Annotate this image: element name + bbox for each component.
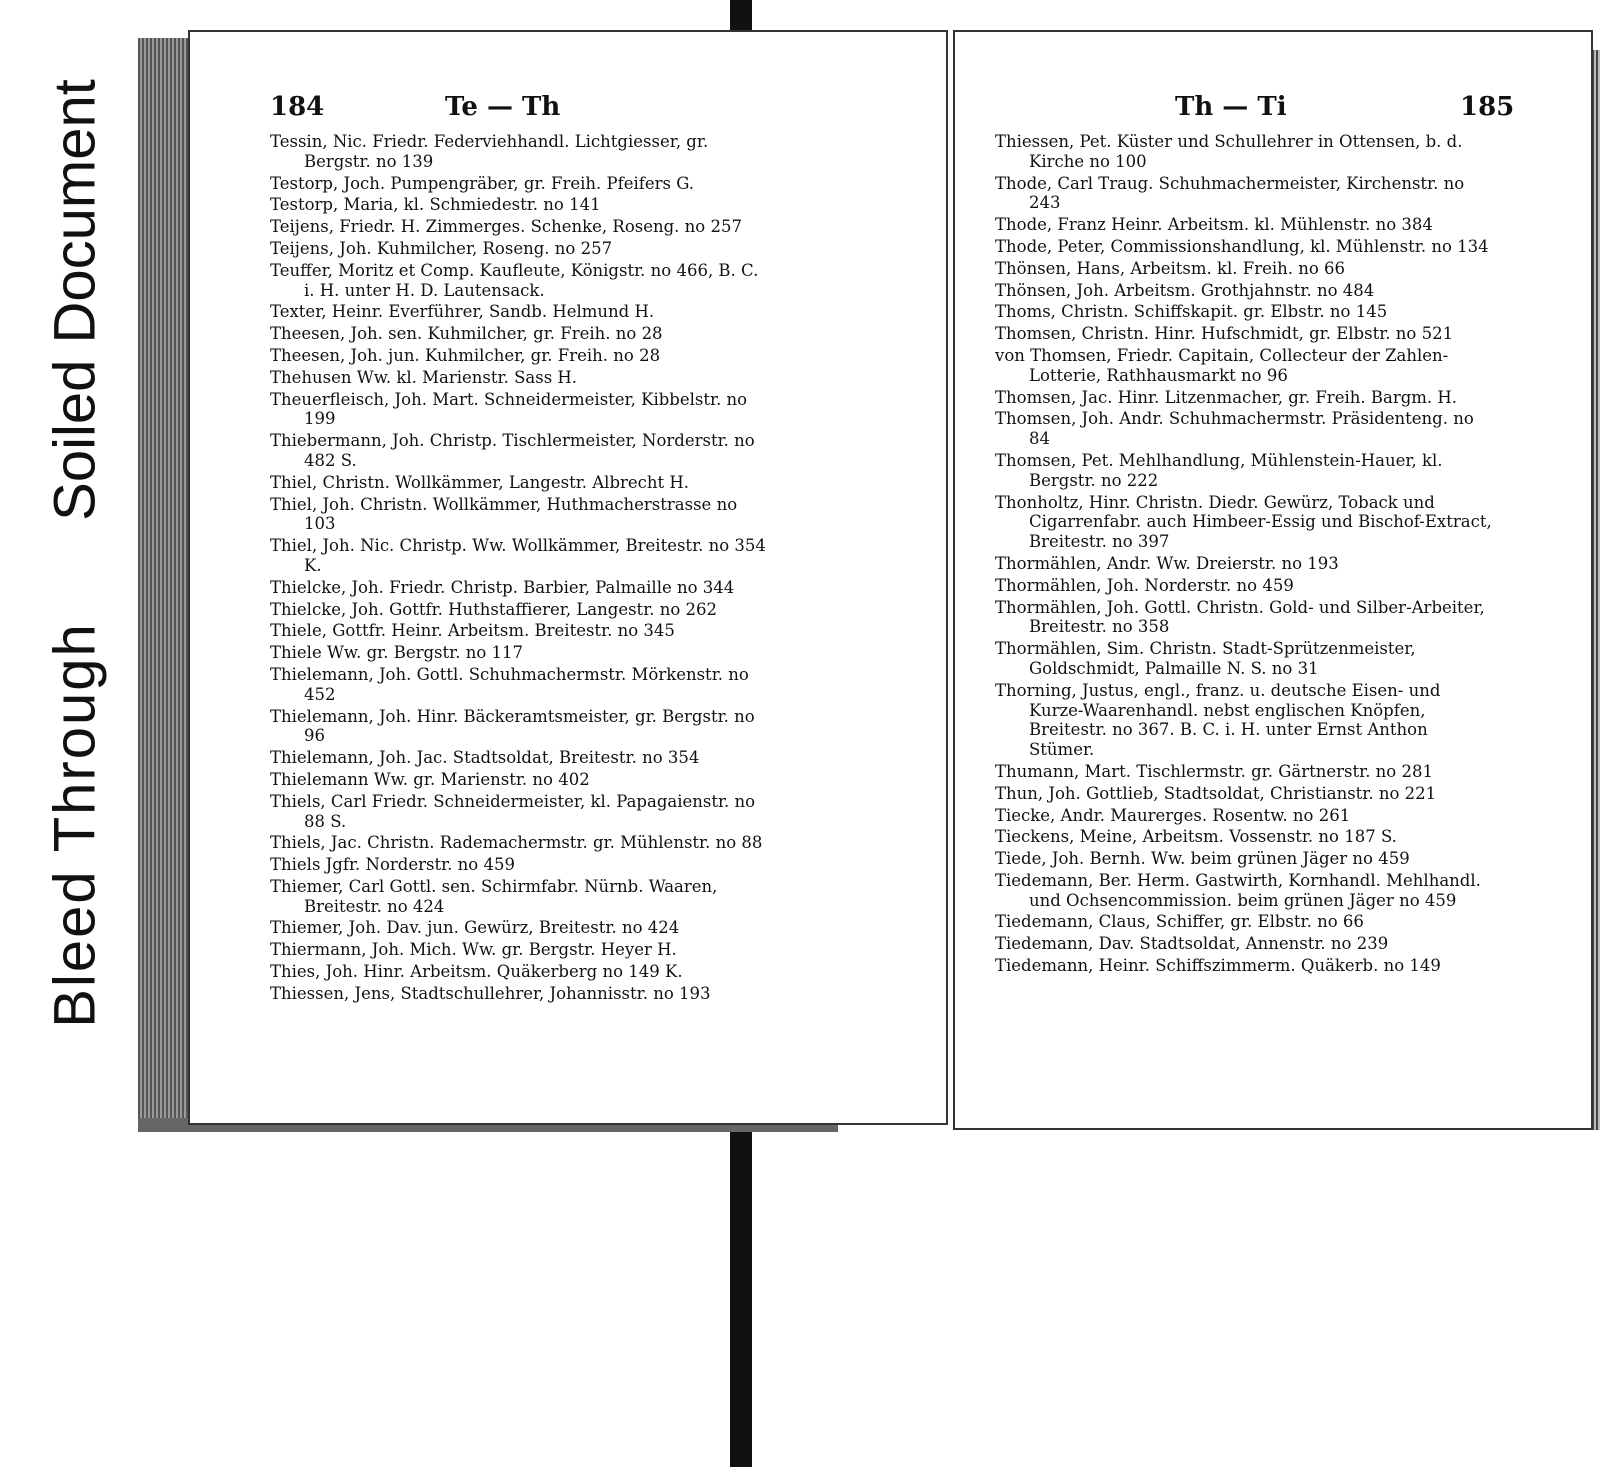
directory-entry: Thielcke, Joh. Friedr. Christp. Barbier, Palmaille no 344 xyxy=(270,577,735,597)
directory-entry: Thomsen, Pet. Mehlhandlung, Mühlenstein-Hauer, kl. Bergstr. no 222 xyxy=(995,450,1443,490)
directory-entry: Thiele Ww. gr. Bergstr. no 117 xyxy=(270,643,524,663)
directory-entry: Theuerfleisch, Joh. Mart. Schneidermeister, Kibbelstr. no 199 xyxy=(270,389,748,429)
soiled-document-label xyxy=(0,40,150,560)
directory-entry: Thorning, Justus, engl., franz. u. deutsche Eisen- und Kurze-Waarenhandl. nebst englischen Knöpfen, Breitestr. no 367. B. C. i. H. unter Ernst Anthon Stümer. xyxy=(995,680,1441,760)
directory-entry: Thode, Carl Traug. Schuhmachermeister, Kirchenstr. no 243 xyxy=(995,173,1465,213)
right-entry-list xyxy=(995,132,1495,978)
left-entry-list xyxy=(270,132,770,1006)
directory-entry: Teijens, Friedr. H. Zimmerges. Schenke, Roseng. no 257 xyxy=(270,217,742,237)
directory-entry: Thonholtz, Hinr. Christn. Diedr. Gewürz, Toback und Cigarrenfabr. auch Himbeer-Essig und Bischof-Extract, Breitestr. no 397 xyxy=(995,492,1492,552)
directory-entry: Thomsen, Christn. Hinr. Hufschmidt, gr. Elbstr. no 521 xyxy=(995,324,1454,344)
directory-entry: Thoms, Christn. Schiffskapit. gr. Elbstr. no 145 xyxy=(995,302,1388,322)
directory-entry: Tieckens, Meine, Arbeitsm. Vossenstr. no 187 S. xyxy=(995,827,1397,847)
directory-entry: Thiermann, Joh. Mich. Ww. gr. Bergstr. Heyer H. xyxy=(270,940,677,960)
directory-entry: Thielemann, Joh. Hinr. Bäckeramtsmeister, gr. Bergstr. no 96 xyxy=(270,706,755,746)
directory-entry: Thormählen, Andr. Ww. Dreierstr. no 193 xyxy=(995,553,1339,573)
directory-entry: Teuffer, Moritz et Comp. Kaufleute, Königstr. no 466, B. C. i. H. unter H. D. Lautensack. xyxy=(270,260,759,300)
directory-entry: von Thomsen, Friedr. Capitain, Collecteur der Zahlen-Lotterie, Rathhausmarkt no 96 xyxy=(995,345,1449,385)
directory-entry: Tessin, Nic. Friedr. Federviehhandl. Lichtgiesser, gr. Bergstr. no 139 xyxy=(270,132,709,171)
directory-entry: Tiedemann, Ber. Herm. Gastwirth, Kornhandl. Mehlhandl. und Ochsencommission. beim grünen Jäger no 459 xyxy=(995,870,1481,910)
directory-entry: Thiels Jgfr. Norderstr. no 459 xyxy=(270,855,515,875)
directory-entry: Thiels, Carl Friedr. Schneidermeister, kl. Papagaienstr. no 88 S. xyxy=(270,791,756,831)
directory-entry: Testorp, Joch. Pumpengräber, gr. Freih. Pfeifers G. xyxy=(270,173,695,193)
right-page-range: Th — Ti xyxy=(1175,92,1287,122)
directory-entry: Thiels, Jac. Christn. Rademachermstr. gr. Mühlenstr. no 88 xyxy=(270,833,763,853)
bleed-through-text: Bleed Through xyxy=(42,622,108,1028)
directory-entry: Thiel, Joh. Christn. Wollkämmer, Huthmacherstrasse no 103 xyxy=(270,494,738,534)
directory-entry: Texter, Heinr. Everführer, Sandb. Helmund H. xyxy=(270,302,655,322)
directory-entry: Theesen, Joh. jun. Kuhmilcher, gr. Freih. no 28 xyxy=(270,345,661,365)
directory-entry: Thiemer, Joh. Dav. jun. Gewürz, Breitestr. no 424 xyxy=(270,918,680,938)
directory-entry: Tiedemann, Heinr. Schiffszimmerm. Quäkerb. no 149 xyxy=(995,956,1441,976)
directory-entry: Thode, Peter, Commissionshandlung, kl. Mühlenstr. no 134 xyxy=(995,236,1489,256)
page-edges-left xyxy=(138,38,193,1128)
directory-entry: Thomsen, Jac. Hinr. Litzenmacher, gr. Freih. Bargm. H. xyxy=(995,387,1458,407)
directory-entry: Thun, Joh. Gottlieb, Stadtsoldat, Christianstr. no 221 xyxy=(995,783,1437,803)
soiled-document-text: Soiled Document xyxy=(42,79,108,521)
directory-entry: Tiecke, Andr. Maurerges. Rosentw. no 261 xyxy=(995,805,1351,825)
book-spine-bottom xyxy=(730,1120,752,1467)
directory-entry: Theesen, Joh. sen. Kuhmilcher, gr. Freih. no 28 xyxy=(270,324,663,344)
directory-entry: Testorp, Maria, kl. Schmiedestr. no 141 xyxy=(270,195,601,215)
directory-entry: Thiel, Christn. Wollkämmer, Langestr. Albrecht H. xyxy=(270,472,690,492)
directory-entry: Tiede, Joh. Bernh. Ww. beim grünen Jäger no 459 xyxy=(995,849,1410,869)
directory-entry: Thiessen, Jens, Stadtschullehrer, Johannisstr. no 193 xyxy=(270,983,711,1003)
right-page xyxy=(953,30,1593,1130)
open-book xyxy=(138,30,1515,1130)
directory-entry: Thode, Franz Heinr. Arbeitsm. kl. Mühlenstr. no 384 xyxy=(995,215,1433,235)
directory-entry: Thönsen, Hans, Arbeitsm. kl. Freih. no 66 xyxy=(995,258,1346,278)
directory-entry: Thönsen, Joh. Arbeitsm. Grothjahnstr. no 484 xyxy=(995,280,1375,300)
left-page-range: Te — Th xyxy=(445,92,561,122)
left-page-number: 184 xyxy=(270,92,325,122)
directory-entry: Thormählen, Joh. Norderstr. no 459 xyxy=(995,575,1294,595)
directory-entry: Thiebermann, Joh. Christp. Tischlermeister, Norderstr. no 482 S. xyxy=(270,431,755,470)
directory-entry: Thiessen, Pet. Küster und Schullehrer in Ottensen, b. d. Kirche no 100 xyxy=(995,132,1463,171)
directory-entry: Thiemer, Carl Gottl. sen. Schirmfabr. Nürnb. Waaren, Breitestr. no 424 xyxy=(270,876,718,916)
directory-entry: Thumann, Mart. Tischlermstr. gr. Gärtnerstr. no 281 xyxy=(995,761,1433,781)
directory-entry: Thielcke, Joh. Gottfr. Huthstaffierer, Langestr. no 262 xyxy=(270,599,718,619)
directory-entry: Tiedemann, Claus, Schiffer, gr. Elbstr. no 66 xyxy=(995,912,1364,932)
directory-entry: Thiele, Gottfr. Heinr. Arbeitsm. Breitestr. no 345 xyxy=(270,621,675,641)
bleed-through-label xyxy=(0,590,150,1060)
directory-entry: Teijens, Joh. Kuhmilcher, Roseng. no 257 xyxy=(270,238,613,258)
directory-entry: Thielemann, Joh. Jac. Stadtsoldat, Breitestr. no 354 xyxy=(270,748,700,768)
directory-entry: Thies, Joh. Hinr. Arbeitsm. Quäkerberg no 149 K. xyxy=(270,962,683,982)
directory-entry: Tiedemann, Dav. Stadtsoldat, Annenstr. no 239 xyxy=(995,934,1389,954)
directory-entry: Thielemann, Joh. Gottl. Schuhmachermstr. Mörkenstr. no 452 xyxy=(270,664,749,704)
directory-entry: Thiel, Joh. Nic. Christp. Ww. Wollkämmer, Breitestr. no 354 K. xyxy=(270,536,766,575)
left-page xyxy=(188,30,948,1125)
directory-entry: Thielemann Ww. gr. Marienstr. no 402 xyxy=(270,769,590,789)
directory-entry: Thormählen, Joh. Gottl. Christn. Gold- und Silber-Arbeiter, Breitestr. no 358 xyxy=(995,597,1485,637)
directory-entry: Thormählen, Sim. Christn. Stadt-Sprützenmeister, Goldschmidt, Palmaille N. S. no 31 xyxy=(995,639,1416,678)
right-page-number: 185 xyxy=(1460,92,1515,122)
directory-entry: Thehusen Ww. kl. Marienstr. Sass H. xyxy=(270,367,578,387)
directory-entry: Thomsen, Joh. Andr. Schuhmachermstr. Präsidenteng. no 84 xyxy=(995,409,1474,449)
